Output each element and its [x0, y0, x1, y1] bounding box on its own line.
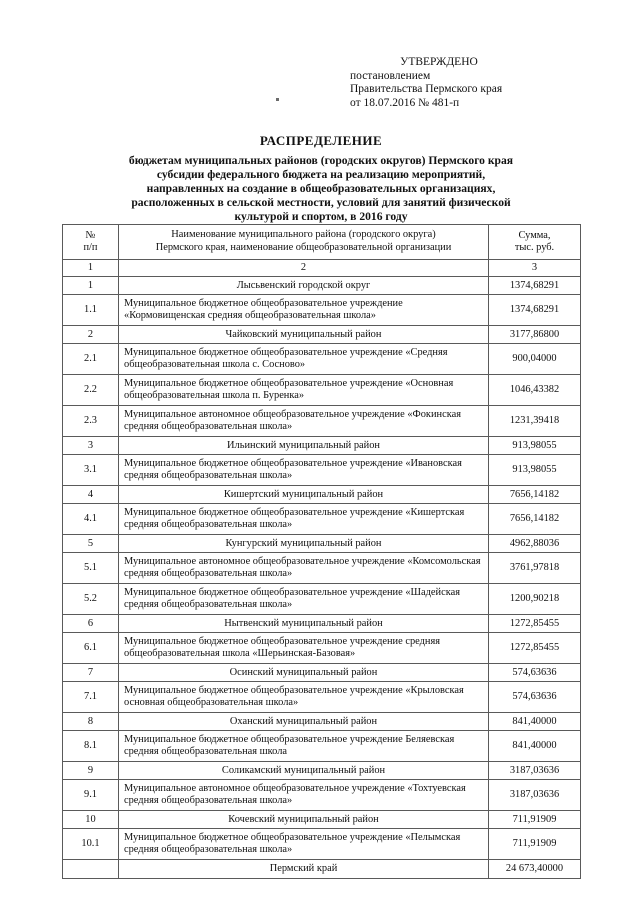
amount-cell: 913,98055: [489, 437, 581, 455]
amount-cell: 841,40000: [489, 713, 581, 731]
row-number-cell: 3: [63, 437, 119, 455]
table-row: [63, 731, 581, 762]
header-sum-line1: Сумма,: [518, 230, 551, 241]
row-number-cell: 1.1: [63, 295, 119, 326]
row-number-cell: 2.1: [63, 344, 119, 375]
district-name-cell: Ильинский муниципальный район: [119, 437, 489, 455]
amount-cell: 3187,03636: [489, 762, 581, 780]
district-name-cell: Чайковский муниципальный район: [119, 326, 489, 344]
table-row: [63, 615, 581, 633]
district-name-cell: Нытвенский муниципальный район: [119, 615, 489, 633]
row-number-cell: 9: [63, 762, 119, 780]
document-subtitle: [62, 154, 580, 224]
amount-cell: 841,40000: [489, 731, 581, 762]
distribution-table-wrapper: [62, 224, 580, 879]
table-row: [63, 762, 581, 780]
district-name-cell: Кунгурский муниципальный район: [119, 535, 489, 553]
table-row: [63, 437, 581, 455]
row-number-cell: 6.1: [63, 633, 119, 664]
amount-cell: 900,04000: [489, 344, 581, 375]
header-number-line1: №: [85, 230, 96, 241]
title-block: [62, 133, 580, 224]
amount-cell: 7656,14182: [489, 504, 581, 535]
subtitle-line: бюджетам муниципальных районов (городских округов) Пермского края: [128, 154, 514, 167]
district-name-cell: Оханский муниципальный район: [119, 713, 489, 731]
column-number-2: 2: [119, 260, 489, 277]
table-row: [63, 584, 581, 615]
organization-name-cell: Муниципальное бюджетное общеобразовательное учреждение «Пелымская средняя общеобразовательная школа»: [119, 829, 489, 860]
amount-cell: 1231,39418: [489, 406, 581, 437]
amount-cell: 4962,88036: [489, 535, 581, 553]
organization-name-cell: Муниципальное бюджетное общеобразовательное учреждение «Шадейская средняя общеобразовательная школа»: [119, 584, 489, 615]
row-number-cell: 3.1: [63, 455, 119, 486]
organization-name-cell: Муниципальное бюджетное общеобразовательное учреждение Беляевская средняя общеобразовательная школа: [119, 731, 489, 762]
column-number-row: [63, 260, 581, 277]
district-name-cell: Кишертский муниципальный район: [119, 486, 489, 504]
district-name-cell: Кочевский муниципальный район: [119, 811, 489, 829]
table-row: [63, 829, 581, 860]
table-row: [63, 682, 581, 713]
amount-cell: 3177,86800: [489, 326, 581, 344]
header-name-line2: Пермского края, наименование общеобразовательной организации: [155, 242, 452, 253]
table-row: [63, 780, 581, 811]
table-row: [63, 406, 581, 437]
subtitle-line: расположенных в сельской местности, условий для занятий физической: [131, 196, 511, 210]
header-number-line2: п/п: [83, 242, 98, 253]
table-row: [63, 295, 581, 326]
row-number-cell: 6: [63, 615, 119, 633]
table-body: [63, 277, 581, 879]
header-cell-name: [119, 225, 489, 260]
organization-name-cell: Муниципальное автономное общеобразовательное учреждение «Фокинская средняя общеобразовательная школа»: [119, 406, 489, 437]
amount-cell: 711,91909: [489, 829, 581, 860]
row-number-cell: 5.2: [63, 584, 119, 615]
table-header-row: [63, 225, 581, 260]
row-number-cell: 2: [63, 326, 119, 344]
organization-name-cell: Муниципальное бюджетное общеобразовательное учреждение «Крыловская основная общеобразовательная школа»: [119, 682, 489, 713]
organization-name-cell: Муниципальное бюджетное общеобразовательное учреждение «Кормовищенская средняя общеобразовательная школа»: [119, 295, 489, 326]
approval-line-4: от 18.07.2016 № 481-п: [350, 96, 460, 109]
amount-cell: 711,91909: [489, 811, 581, 829]
column-number-3: 3: [489, 260, 581, 277]
amount-cell: 3761,97818: [489, 553, 581, 584]
distribution-table: [62, 224, 581, 879]
organization-name-cell: Муниципальное бюджетное общеобразовательное учреждение «Кишертская средняя общеобразовательная школа»: [119, 504, 489, 535]
amount-cell: 1200,90218: [489, 584, 581, 615]
subtitle-line: направленных на создание в общеобразовательных организациях,: [146, 182, 496, 196]
row-number-cell: 7.1: [63, 682, 119, 713]
header-cell-sum: [489, 225, 581, 260]
total-amount-cell: 24 673,40000: [489, 860, 581, 879]
row-number-cell: 2.2: [63, 375, 119, 406]
table-row: [63, 664, 581, 682]
amount-cell: 913,98055: [489, 455, 581, 486]
subtitle-line: субсидии федерального бюджета на реализацию мероприятий,: [156, 168, 486, 182]
header-sum-line2: тыс. руб.: [514, 242, 555, 253]
table-row: [63, 277, 581, 295]
organization-name-cell: Муниципальное автономное общеобразовательное учреждение «Тохтуевская средняя общеобразовательная школа»: [119, 780, 489, 811]
total-label-cell: Пермский край: [119, 860, 489, 879]
approval-block: [350, 56, 600, 110]
table-row: [63, 504, 581, 535]
table-row: [63, 860, 581, 879]
table-row: [63, 375, 581, 406]
subtitle-line: культурой и спортом, в 2016 году: [234, 210, 408, 224]
amount-cell: 1272,85455: [489, 615, 581, 633]
page-title: РАСПРЕДЕЛЕНИЕ: [259, 133, 383, 148]
table-row: [63, 535, 581, 553]
table-row: [63, 455, 581, 486]
row-number-cell: 4.1: [63, 504, 119, 535]
amount-cell: 1374,68291: [489, 277, 581, 295]
table-row: [63, 633, 581, 664]
row-number-cell: [63, 860, 119, 879]
table-row: [63, 811, 581, 829]
organization-name-cell: Муниципальное автономное общеобразовательное учреждение «Комсомольская средняя общеобразовательная школа»: [119, 553, 489, 584]
district-name-cell: Осинский муниципальный район: [119, 664, 489, 682]
approval-line-3: Правительства Пермского края: [350, 83, 503, 96]
row-number-cell: 7: [63, 664, 119, 682]
table-row: [63, 713, 581, 731]
table-row: [63, 553, 581, 584]
column-number-1: 1: [63, 260, 119, 277]
header-name-line1: Наименование муниципального района (городского округа): [171, 229, 436, 241]
organization-name-cell: Муниципальное бюджетное общеобразовательное учреждение «Основная общеобразовательная школа п. Буренка»: [119, 375, 489, 406]
organization-name-cell: Муниципальное бюджетное общеобразовательное учреждение средняя общеобразовательная школа «Шерьинская-Базовая»: [119, 633, 489, 664]
district-name-cell: Лысьвенский городской округ: [119, 277, 489, 295]
row-number-cell: 5.1: [63, 553, 119, 584]
row-number-cell: 4: [63, 486, 119, 504]
row-number-cell: 9.1: [63, 780, 119, 811]
row-number-cell: 10: [63, 811, 119, 829]
amount-cell: 1272,85455: [489, 633, 581, 664]
amount-cell: 1374,68291: [489, 295, 581, 326]
organization-name-cell: Муниципальное бюджетное общеобразовательное учреждение «Ивановская средняя общеобразовательная школа»: [119, 455, 489, 486]
row-number-cell: 2.3: [63, 406, 119, 437]
district-name-cell: Соликамский муниципальный район: [119, 762, 489, 780]
row-number-cell: 5: [63, 535, 119, 553]
row-number-cell: 8: [63, 713, 119, 731]
amount-cell: 574,63636: [489, 664, 581, 682]
table-row: [63, 326, 581, 344]
row-number-cell: 8.1: [63, 731, 119, 762]
scan-artifact-speck: [276, 98, 279, 101]
row-number-cell: 10.1: [63, 829, 119, 860]
header-cell-number: [63, 225, 119, 260]
approval-line-1: УТВЕРЖДЕНО: [400, 56, 478, 68]
amount-cell: 7656,14182: [489, 486, 581, 504]
row-number-cell: 1: [63, 277, 119, 295]
amount-cell: 574,63636: [489, 682, 581, 713]
approval-line-2: постановлением: [350, 69, 431, 82]
amount-cell: 3187,03636: [489, 780, 581, 811]
amount-cell: 1046,43382: [489, 375, 581, 406]
table-row: [63, 486, 581, 504]
table-row: [63, 344, 581, 375]
organization-name-cell: Муниципальное бюджетное общеобразовательное учреждение «Средняя общеобразовательная школа с. Сосново»: [119, 344, 489, 375]
